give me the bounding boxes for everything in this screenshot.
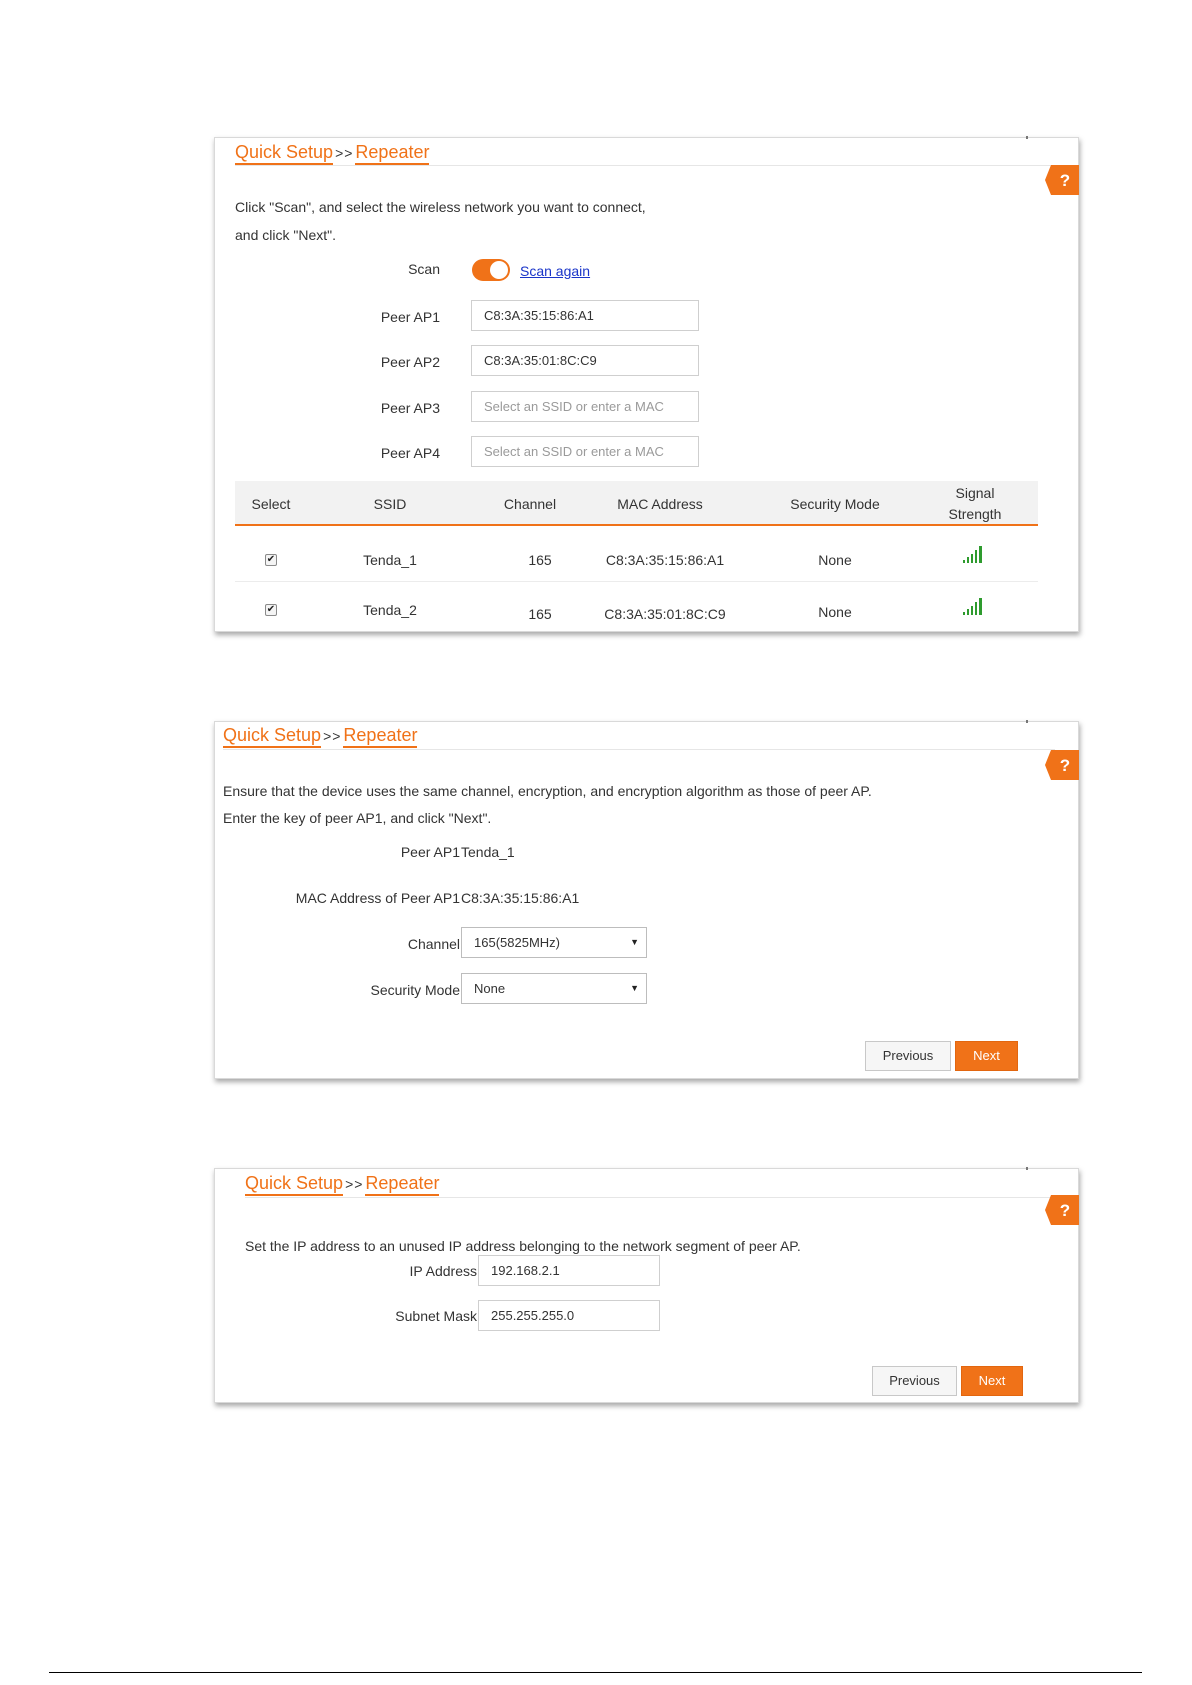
row-divider <box>235 581 1038 582</box>
peer-ap3-input[interactable] <box>471 391 699 422</box>
breadcrumb-separator: >> <box>345 1176 364 1192</box>
breadcrumb-divider <box>235 165 1055 166</box>
mac-address-value: C8:3A:35:15:86:A1 <box>461 890 580 906</box>
breadcrumb-repeater-link[interactable]: Repeater <box>365 1173 439 1196</box>
security-mode-select-value: None <box>474 981 506 996</box>
scan-toggle[interactable] <box>472 259 510 281</box>
peer-ap1-label: Peer AP1 <box>380 309 440 325</box>
next-button[interactable]: Next <box>955 1041 1018 1071</box>
breadcrumb-repeater-link[interactable]: Repeater <box>355 142 429 165</box>
row2-ssid: Tenda_2 <box>363 602 417 618</box>
row2-mac: C8:3A:35:01:8C:C9 <box>604 606 726 622</box>
breadcrumb <box>245 1171 439 1196</box>
help-glyph: ? <box>1059 756 1071 775</box>
ip-instruction: Set the IP address to an unused IP address belonging to the network segment of peer AP. <box>245 1238 801 1254</box>
scan-again-link[interactable]: Scan again <box>520 263 591 279</box>
header-signal-line1: Signal <box>955 485 995 501</box>
scan-label: Scan <box>408 261 440 277</box>
breadcrumb-repeater-link[interactable]: Repeater <box>343 725 417 748</box>
panel-corner-mark <box>1026 136 1028 139</box>
peer-ap1-value: Tenda_1 <box>461 844 515 860</box>
subnet-mask-input[interactable] <box>478 1300 660 1331</box>
scan-toggle-knob <box>490 261 508 279</box>
channel-label: Channel <box>407 936 460 952</box>
previous-button[interactable]: Previous <box>865 1041 951 1071</box>
row2-security: None <box>818 604 852 620</box>
breadcrumb-divider <box>223 749 1055 750</box>
help-icon[interactable] <box>1045 165 1079 195</box>
next-button[interactable]: Next <box>961 1366 1023 1396</box>
header-security-mode: Security Mode <box>790 496 880 512</box>
row1-security: None <box>818 552 852 568</box>
peer-ap4-input[interactable] <box>471 436 699 467</box>
signal-strength-icon <box>963 544 987 564</box>
breadcrumb-quick-setup-link[interactable]: Quick Setup <box>223 725 321 748</box>
channel-select-value: 165(5825MHz) <box>474 935 560 950</box>
row2-select-checkbox[interactable]: ✔ <box>266 604 276 615</box>
breadcrumb-separator: >> <box>323 728 342 744</box>
screen1-panel <box>214 137 1079 632</box>
screen2-panel <box>214 721 1079 1079</box>
peer-ap2-input[interactable] <box>471 345 699 376</box>
security-mode-select[interactable] <box>461 973 647 1004</box>
header-mac-address: MAC Address <box>617 496 703 512</box>
breadcrumb <box>235 140 429 165</box>
help-glyph: ? <box>1059 1201 1071 1220</box>
chevron-down-icon: ▼ <box>630 983 639 993</box>
panel-corner-mark <box>1026 720 1028 723</box>
breadcrumb-quick-setup-link[interactable]: Quick Setup <box>235 142 333 165</box>
header-signal-line2: Strength <box>948 506 1002 522</box>
signal-strength-icon <box>963 596 987 616</box>
row1-channel: 165 <box>528 552 552 568</box>
help-icon[interactable] <box>1045 1195 1079 1225</box>
row1-ssid: Tenda_1 <box>363 552 417 568</box>
chevron-down-icon: ▼ <box>630 937 639 947</box>
channel-select[interactable] <box>461 927 647 958</box>
mac-address-label: MAC Address of Peer AP1 <box>295 890 460 906</box>
header-select: Select <box>251 496 291 512</box>
previous-button[interactable]: Previous <box>872 1366 957 1396</box>
ip-address-input[interactable] <box>478 1255 660 1286</box>
subnet-mask-label: Subnet Mask <box>395 1308 477 1324</box>
scan-instruction-line2: and click "Next". <box>235 227 336 243</box>
peer-ap2-label: Peer AP2 <box>380 354 440 370</box>
breadcrumb-divider <box>245 1197 1057 1198</box>
header-ssid: SSID <box>373 496 407 512</box>
ip-address-label: IP Address <box>409 1263 477 1279</box>
row1-mac: C8:3A:35:15:86:A1 <box>605 552 725 568</box>
peer-ap4-label: Peer AP4 <box>380 445 440 461</box>
header-channel: Channel <box>503 496 557 512</box>
scan-instruction-line1: Click "Scan", and select the wireless network you want to connect, <box>235 199 646 215</box>
peer-ap1-input[interactable] <box>471 300 699 331</box>
row2-channel: 165 <box>528 606 552 622</box>
help-icon[interactable] <box>1045 750 1079 780</box>
security-mode-label: Security Mode <box>370 982 460 998</box>
peer-ap1-label: Peer AP1 <box>400 844 460 860</box>
breadcrumb-quick-setup-link[interactable]: Quick Setup <box>245 1173 343 1196</box>
breadcrumb-separator: >> <box>335 145 354 161</box>
channel-instruction-line1: Ensure that the device uses the same channel, encryption, and encryption algorithm as those of peer AP. <box>223 783 872 799</box>
peer-ap3-label: Peer AP3 <box>380 400 440 416</box>
help-glyph: ? <box>1059 171 1071 190</box>
channel-instruction-line2: Enter the key of peer AP1, and click "Next". <box>223 810 492 826</box>
panel-corner-mark <box>1026 1167 1028 1170</box>
screen3-panel <box>214 1168 1079 1403</box>
row1-select-checkbox[interactable]: ✔ <box>266 554 276 565</box>
page-footer-rule <box>49 1672 1142 1673</box>
breadcrumb <box>223 723 417 748</box>
